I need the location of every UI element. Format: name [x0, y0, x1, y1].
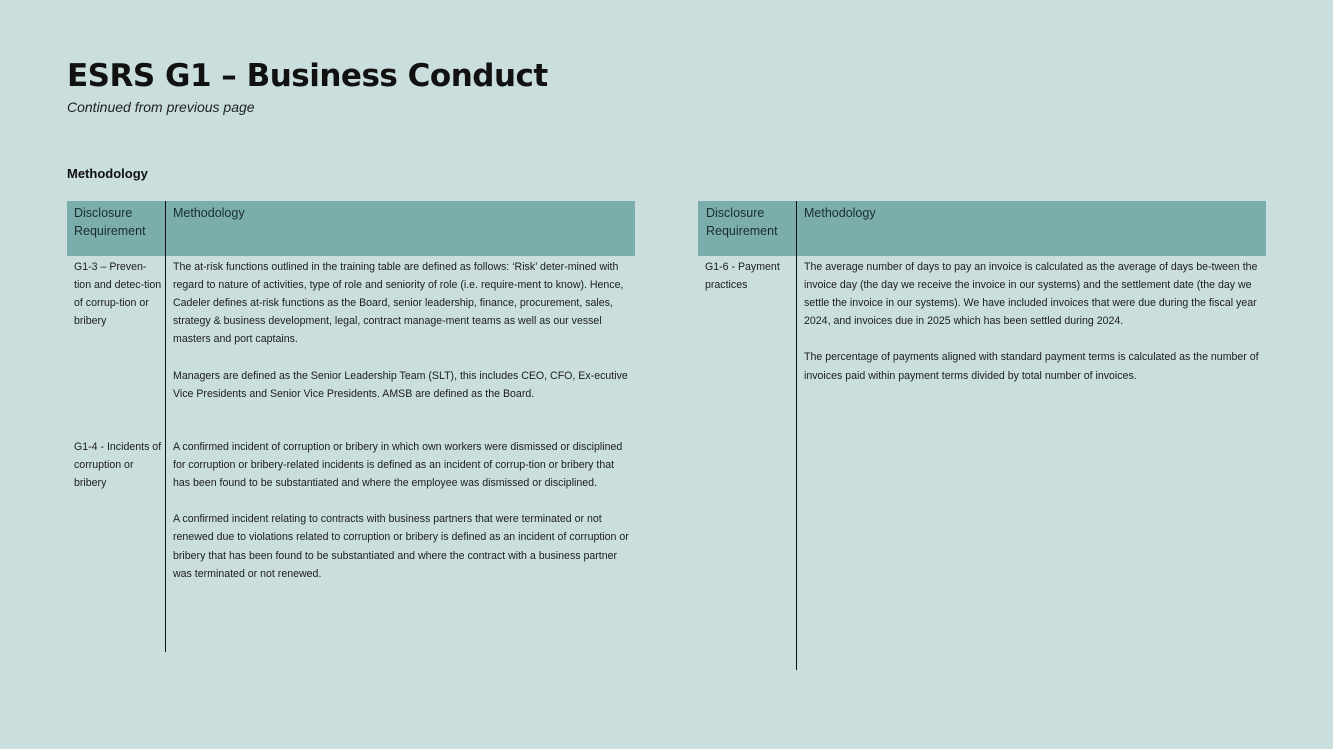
requirement-g1-4: G1-4 - Incidents of corruption or bribery	[74, 441, 162, 490]
methodology-paragraph: A confirmed incident relating to contracts with business partners that were terminated or not renewed due to violations related to corruption or bribery is defined as an incident of corruption or bribery that has been found to be substantiated and where the contract with a business partner was terminated or not renewed.	[173, 513, 629, 580]
methodology-g1-6	[804, 258, 1262, 403]
table-header	[698, 201, 1266, 256]
methodology-table-right	[698, 201, 1266, 670]
requirement-g1-3: G1-3 – Preven-tion and detec-tion of corrup-tion or bribery	[74, 261, 162, 328]
methodology-paragraph: The average number of days to pay an invoice is calculated as the average of days be-tween the invoice day (the day we receive the invoice in our systems) and the settlement date (the day we settle the invoice in our systems). We have included invoices that were due during the fiscal year 2024, and invoices due in 2025 which has been settled during 2024.	[804, 261, 1258, 328]
column-header-disclosure: Disclosure Requirement	[706, 206, 778, 238]
methodology-g1-3	[173, 258, 631, 421]
page-subtitle: Continued from previous page	[67, 99, 255, 115]
section-heading: Methodology	[67, 166, 148, 181]
column-header-methodology: Methodology	[173, 206, 245, 220]
methodology-paragraph: The at-risk functions outlined in the training table are defined as follows: ‘Risk’ deter-mined with regard to nature of activities, type of role and seniority of role (i.e. require-ment to know). Hence, Cadeler defines at-risk functions as the Board, senior leadership, finance, procurement, sales, strategy & business development, legal, contract manage-ment teams as well as our vessel masters and port captains.	[173, 261, 624, 346]
column-divider	[165, 201, 166, 652]
column-divider	[796, 201, 797, 670]
methodology-table-left	[67, 201, 635, 652]
column-header-methodology: Methodology	[804, 206, 876, 220]
page-title: ESRS G1 – Business Conduct	[67, 58, 548, 94]
requirement-g1-6: G1-6 - Payment practices	[705, 261, 780, 292]
methodology-paragraph: Managers are defined as the Senior Leadership Team (SLT), this includes CEO, CFO, Ex-ecutive Vice Presidents and Senior Vice Presidents. AMSB are defined as the Board.	[173, 369, 628, 400]
methodology-paragraph: A confirmed incident of corruption or bribery in which own workers were dismissed or disciplined for corruption or bribery-related incidents is defined as an incident of corrup-tion or bribery that has been found to be substantiated and where the employee was dismissed or disciplined.	[173, 441, 623, 490]
methodology-g1-4	[173, 438, 631, 601]
column-header-disclosure: Disclosure Requirement	[74, 206, 146, 238]
methodology-paragraph: The percentage of payments aligned with standard payment terms is calculated as the number of invoices paid within payment terms divided by total number of invoices.	[804, 351, 1259, 382]
table-header	[67, 201, 635, 256]
